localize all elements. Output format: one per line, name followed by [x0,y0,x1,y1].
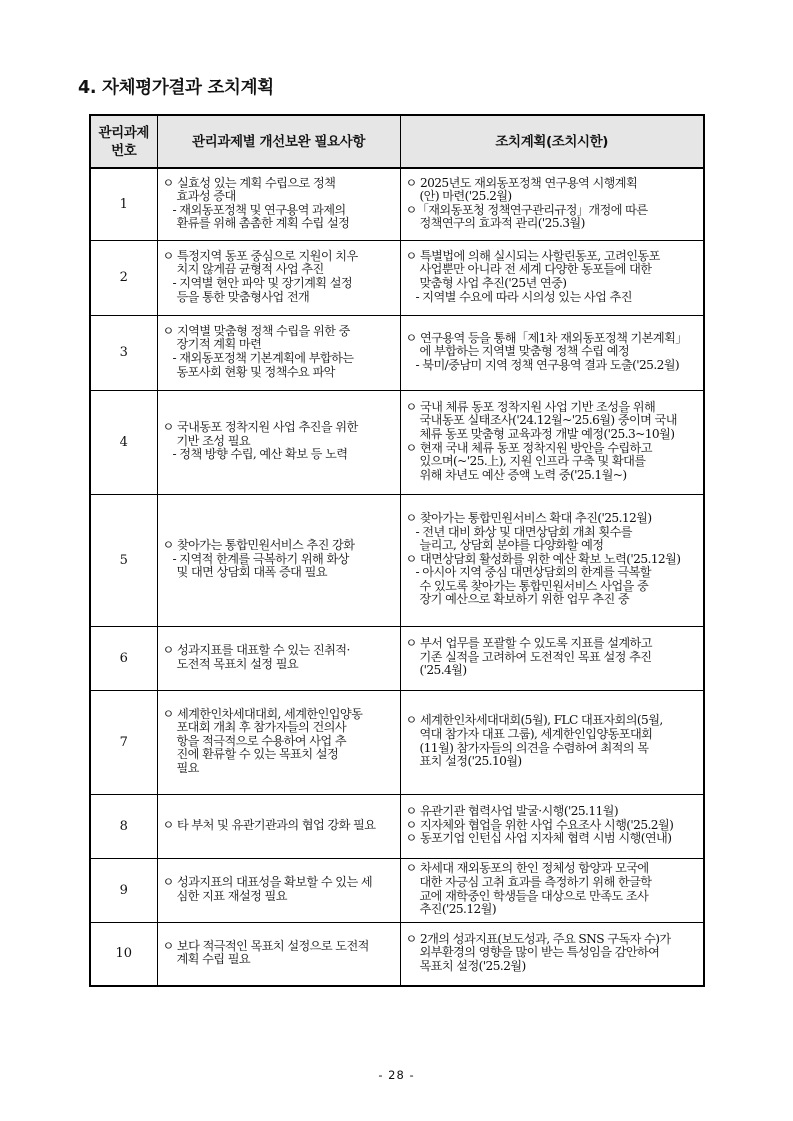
line-continuation: 계획 수립 필요 [176,952,251,967]
task-number: 10 [90,922,157,986]
task-number: 5 [90,494,157,626]
line-continuation: 심한 지표 재설정 필요 [176,888,287,903]
task-number: 2 [90,240,157,315]
action-plan-cell [400,690,704,794]
line-continuation: 체류 동포 맞춤형 교육과정 개발 예정('25.3~10월) [419,426,675,441]
line-continuation: 늘리고, 상담회 분야를 다양화할 예정 [419,538,604,553]
sub-item: - 정책 방향 수립, 예산 확보 등 노력 [172,447,348,462]
bullet-item: ㅇ 보다 적극적인 목표치 설정으로 도전적 [162,938,369,953]
improvement-need-cell [157,626,400,690]
line-continuation: ('25.4월) [419,663,467,678]
sub-item: - 전년 대비 화상 및 대면상담회 개최 횟수를 [415,524,632,539]
bullet-item: ㅇ 2025년도 재외동포정책 연구용역 시행계획 [405,175,638,190]
line-continuation: 기존 실적을 고려하여 도전적인 목표 설정 추진 [419,649,652,664]
improvement-need-cell [157,494,400,626]
header-improvement-needs: 관리과제별 개선보완 필요사항 [157,115,400,168]
line-continuation: 사업뿐만 아니라 전 세계 다양한 동포들에 대한 [419,262,652,277]
bullet-item: ㅇ 지자체와 협업을 위한 사업 수요조사 시행('25.2월) [405,817,674,832]
line-continuation: 동포사회 현황 및 정책수요 파악 [176,364,335,379]
bullet-item: ㅇ 2개의 성과지표(보도성과, 주요 SNS 구독자 수)가 [405,931,671,946]
bullet-item: ㅇ 세계한인차세대대회(5월), FLC 대표자회의(5월, [405,713,663,728]
action-plan-cell [400,922,704,986]
bullet-item: ㅇ 차세대 재외동포의 한인 정체성 함양과 모국에 [405,861,649,876]
table-row [90,390,704,494]
bullet-item: ㅇ 유관기관 협력사업 발굴·시행('25.11월) [405,804,618,819]
page-number: - 28 - [378,1068,415,1082]
table-row [90,168,704,240]
task-number: 8 [90,794,157,858]
line-continuation: 맞춤형 사업 추진('25년 연중) [419,276,567,290]
line-continuation: 치지 않게끔 균형적 사업 추진 [176,262,324,277]
action-plan-cell [400,240,704,315]
line-continuation: 외부환경의 영향을 많이 받는 특성임을 감안하여 [419,945,660,960]
sub-item: - 북미/중남미 지역 정책 연구용역 결과 도출('25.2월) [415,357,680,372]
bullet-item: ㅇ 부서 업무를 포괄할 수 있도록 지표를 설계하고 [405,636,652,651]
line-continuation: 장기 예산으로 확보하기 위한 업무 추진 중 [419,592,630,607]
table-row [90,690,704,794]
improvement-need-cell [157,922,400,986]
line-continuation: 수 있도록 찾아가는 통합민원서비스 사업을 중 [419,578,649,593]
bullet-item: ㅇ 동포기업 인턴십 사업 지자체 협력 시범 시행(연내) [405,831,672,846]
bullet-item: ㅇ 실효성 있는 계획 수립으로 정책 [162,175,336,190]
bullet-item: ㅇ 대면상담회 활성화를 위한 예산 확보 노력('25.12월) [405,551,681,566]
improvement-need-cell [157,390,400,494]
bullet-item: ㅇ 국내 체류 동포 정착지원 사업 기반 조성을 위해 [405,399,656,414]
bullet-item: ㅇ 지역별 맞춤형 정책 수립을 위한 중 [162,323,350,338]
action-plan-table [89,114,705,987]
task-number: 1 [90,168,157,240]
bullet-item: ㅇ 찾아가는 통합민원서비스 추진 강화 [162,538,355,553]
task-number: 9 [90,858,157,922]
table-row [90,494,704,626]
line-continuation: 기반 조성 필요 [176,433,251,448]
line-continuation: 있으며(~'25.上), 지원 인프라 구축 및 확대를 [419,454,646,469]
action-plan-cell [400,858,704,922]
table-row [90,240,704,315]
line-continuation: 등을 통한 맞춤형사업 전개 [176,289,310,304]
improvement-need-cell [157,240,400,315]
bullet-item: ㅇ 현재 국내 체류 동포 정착지원 방안을 수립하고 [405,440,652,455]
line-continuation: 표치 설정('25.10월) [419,754,522,769]
improvement-need-cell [157,168,400,240]
bullet-item: ㅇ 찾아가는 통합민원서비스 확대 추진('25.12월) [405,510,652,525]
bullet-item: ㅇ 연구용역 등을 통해「제1차 재외동포정책 기본계획」 [405,330,687,345]
improvement-need-cell [157,690,400,794]
sub-item: - 재외동포정책 및 연구용역 과제의 [172,202,346,217]
action-plan-cell [400,168,704,240]
line-continuation: (안) 마련('25.2월) [419,189,512,204]
action-plan-cell [400,794,704,858]
line-continuation: (11월) 참가자들의 의견을 수렴하여 최적의 목 [419,740,649,755]
table-row [90,794,704,858]
section-title: 4. 자체평가결과 조치계획 [78,78,274,98]
bullet-item: ㅇ 성과지표를 대표할 수 있는 진취적· [162,642,350,657]
table-row [90,626,704,690]
line-continuation: 정책연구의 효과적 관리('25.3월) [419,216,585,231]
line-continuation: 장기적 계획 마련 [176,337,262,352]
line-continuation: 도전적 목표치 설정 필요 [176,656,299,671]
improvement-need-cell [157,858,400,922]
sub-item: - 지역별 수요에 따라 시의성 있는 사업 추진 [415,289,632,304]
line-continuation: 및 대면 상담회 대폭 증대 필요 [176,565,327,580]
line-continuation: 교에 재학중인 학생들을 대상으로 만족도 조사 [419,888,649,903]
line-continuation: 역대 참가자 대표 그룹), 세계한인입양동포대회 [419,726,653,741]
sub-item: - 아시아 지역 중심 대면상담회의 한계를 극복할 [415,565,651,580]
sub-item: - 지역별 현안 파악 및 장기계획 설정 [172,276,353,290]
line-continuation: 환류를 위해 촘촘한 계획 수립 설정 [176,216,350,231]
improvement-need-cell [157,315,400,390]
bullet-item: ㅇ 특별법에 의해 실시되는 사할린동포, 고려인동포 [405,248,660,263]
line-continuation: 국내동포 실태조사('24.12월~'25.6월) 중이며 국내 [419,413,677,428]
header-action-plan: 조치계획(조치시한) [400,115,704,168]
sub-item: - 지역적 한계를 극복하기 위해 화상 [172,551,349,566]
line-continuation: 목표치 설정('25.2월) [419,959,526,974]
task-number: 6 [90,626,157,690]
action-plan-cell [400,626,704,690]
table-row [90,315,704,390]
task-number: 7 [90,690,157,794]
task-number: 4 [90,390,157,494]
line-continuation: 효과성 증대 [176,189,236,204]
bullet-item: ㅇ 국내동포 정착지원 사업 추진을 위한 [162,420,358,435]
table-row [90,922,704,986]
line-continuation: 추진('25.12월) [419,902,496,917]
action-plan-cell [400,494,704,626]
line-continuation: 위해 차년도 예산 증액 노력 중('25.1월~) [419,467,627,482]
bullet-item: ㅇ「재외동포청 정책연구관리규정」개정에 따른 [405,202,648,217]
bullet-item: ㅇ 타 부처 및 유관기관과의 협업 강화 필요 [162,817,376,832]
line-continuation: 필요 [176,760,199,775]
header-task-number: 관리과제 번호 [90,115,157,168]
action-plan-cell [400,315,704,390]
sub-item: - 재외동포정책 기본계획에 부합하는 [172,351,354,365]
bullet-item: ㅇ 세계한인차세대대회, 세계한인입양동 [162,706,363,721]
table-row [90,858,704,922]
line-continuation: 포대회 개최 후 참가자들의 건의사 [176,720,347,735]
line-continuation: 진에 환류할 수 있는 목표치 설정 [176,747,339,762]
action-plan-cell [400,390,704,494]
table-header-row [90,115,704,168]
line-continuation: 항을 적극적으로 수용하여 사업 추 [176,733,347,748]
line-continuation: 대한 자긍심 고취 효과를 측정하기 위해 한글학 [419,874,652,889]
improvement-need-cell [157,794,400,858]
line-continuation: 에 부합하는 지역별 맞춤형 정책 수립 예정 [419,344,630,359]
task-number: 3 [90,315,157,390]
bullet-item: ㅇ 특정지역 동포 중심으로 지원이 치우 [162,248,358,263]
bullet-item: ㅇ 성과지표의 대표성을 확보할 수 있는 세 [162,874,373,889]
